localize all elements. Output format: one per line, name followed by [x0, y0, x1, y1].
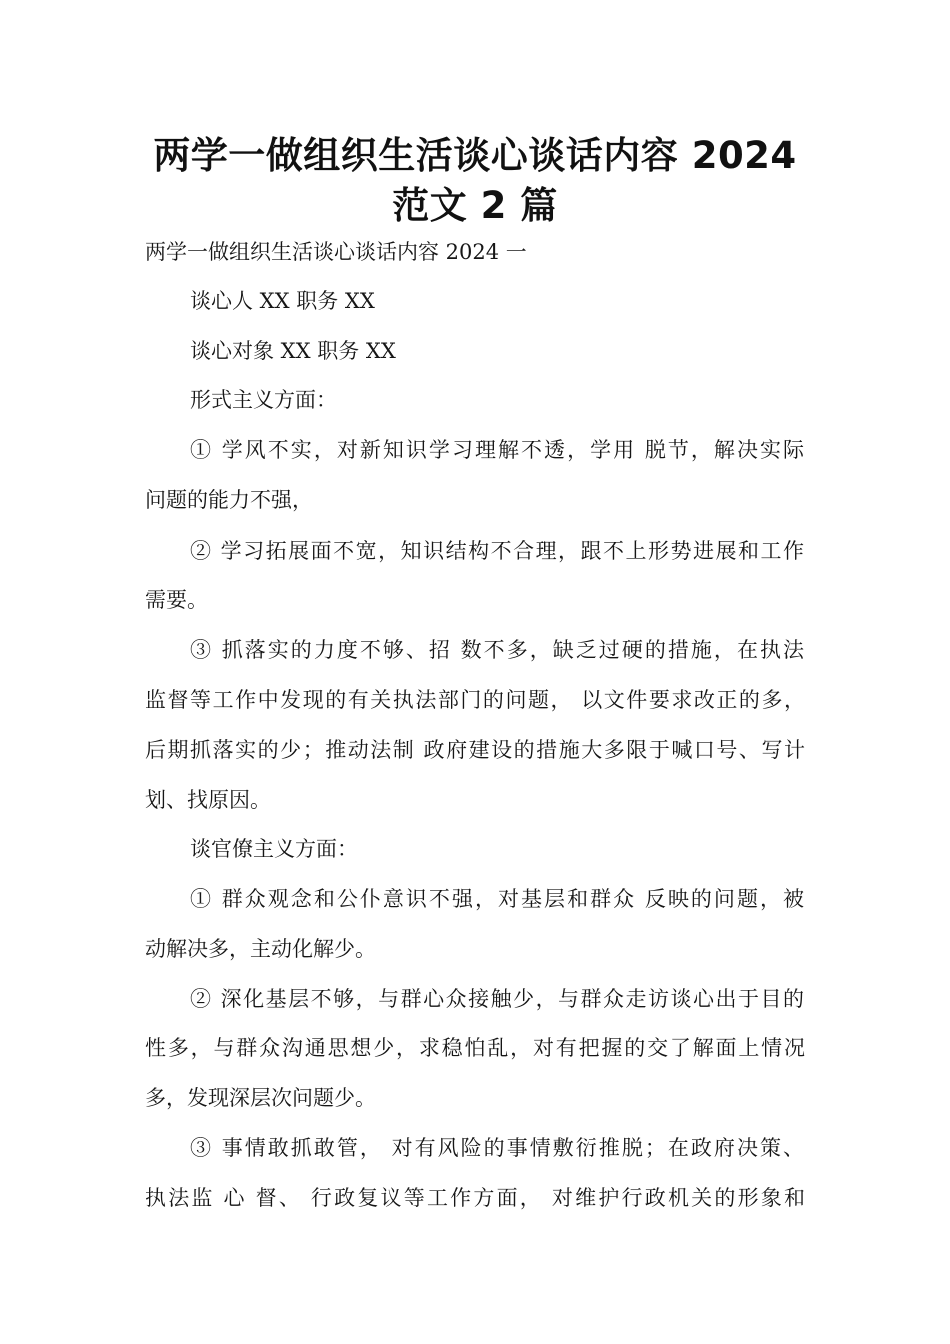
text-line: ① 群众观念和公仆意识不强，对基层和群众 反映的问题，被: [190, 887, 804, 911]
text-line: 划、找原因。: [145, 788, 271, 812]
text-line: 多，发现深层次问题少。: [145, 1086, 376, 1110]
document-title-line-1: 两学一做组织生活谈心谈话内容 2024: [153, 134, 797, 177]
text-line: 问题的能力不强，: [145, 488, 313, 512]
text-line: 需要。: [145, 588, 208, 612]
text-line: 动解决多，主动化解少。: [145, 937, 376, 961]
text-line: 谈心人 XX 职务 XX: [190, 289, 375, 313]
subheading: 形式主义方面：: [190, 388, 337, 412]
text-line: 执法监 心 督、 行政复议等工作方面， 对维护行政机关的形象和: [145, 1186, 805, 1210]
text-line: 谈心对象 XX 职务 XX: [190, 339, 396, 363]
text-line: ① 学风不实，对新知识学习理解不透，学用 脱节，解决实际: [190, 438, 804, 462]
subheading: 谈官僚主义方面：: [190, 837, 358, 861]
text-line: 监督等工作中发现的有关执法部门的问题， 以文件要求改正的多，: [145, 688, 805, 712]
text-line: 后期抓落实的少；推动法制 政府建设的措施大多限于喊口号、写计: [145, 738, 805, 762]
text-line: ③ 事情敢抓敢管， 对有风险的事情敷衍推脱；在政府决策、: [190, 1136, 804, 1160]
text-line: ③ 抓落实的力度不够、招 数不多，缺乏过硬的措施，在执法: [190, 638, 804, 662]
text-line: 性多，与群众沟通思想少，求稳怕乱，对有把握的交了解面上情况: [145, 1036, 805, 1060]
text-line: ② 学习拓展面不宽，知识结构不合理，跟不上形势进展和工作: [190, 539, 804, 563]
document-title-line-2: 范文 2 篇: [392, 184, 558, 227]
section-heading: 两学一做组织生活谈心谈话内容 2024 一: [145, 240, 527, 264]
text-line: ② 深化基层不够，与群心众接触少，与群众走访谈心出于目的: [190, 987, 804, 1011]
